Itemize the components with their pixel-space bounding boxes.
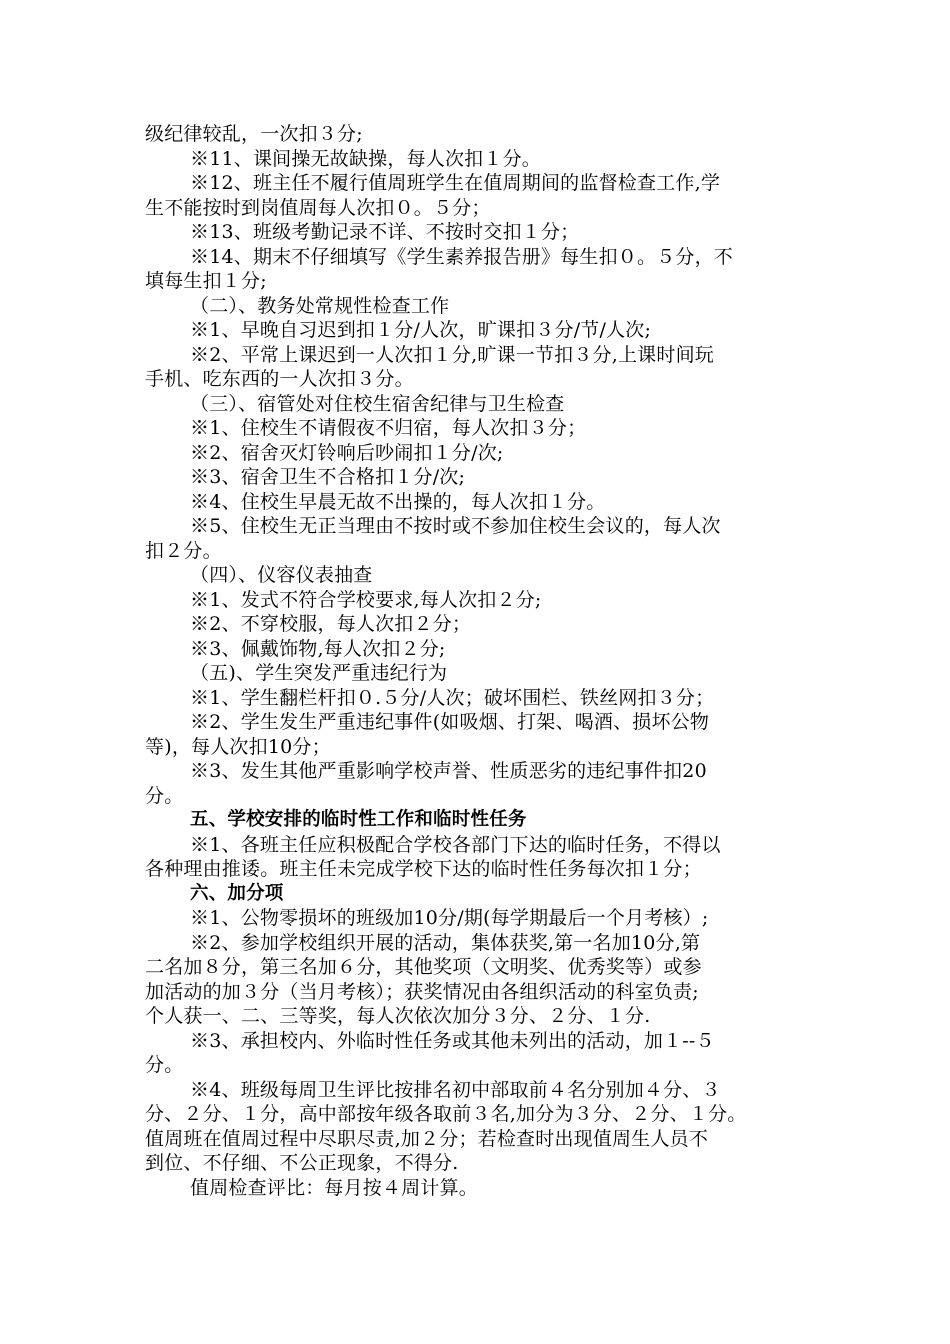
text-line: ※3、宿舍卫生不合格扣１分/次;: [190, 466, 466, 488]
text-line: ※1、发式不符合学校要求,每人次扣２分;: [190, 588, 542, 611]
text-line: 值周检查评比：每月按４周计算。: [190, 1176, 479, 1199]
text-line: ※2、不穿校服，每人次扣２分；: [190, 613, 472, 635]
text-line: ※2、平常上课迟到一人次扣１分,旷课一节扣３分,上课时间玩: [190, 343, 714, 366]
text-line: 加活动的加３分（当月考核）；获奖情况由各组织活动的科室负责;: [145, 980, 699, 1003]
text-line: 个人获一、二、三等奖，每人次依次加分３分、２分、１分.: [145, 1005, 651, 1027]
text-line: ※12、班主任不履行值周班学生在值周期间的监督检查工作,学: [190, 172, 721, 194]
text-line: 值周班在值周过程中尽职尽责,加２分；若检查时出现值周生人员不: [145, 1127, 709, 1150]
text-line: 填每生扣１分;: [145, 270, 267, 292]
text-line: ※1、早晚自习迟到扣１分/人次，旷课扣３分/节/人次;: [190, 319, 652, 341]
text-line: ※3、承担校内、外临时性任务或其他未列出的活动，加１--５: [190, 1029, 715, 1052]
text-line: 各种理由推诿。班主任未完成学校下达的临时性任务每次扣１分；: [145, 858, 702, 880]
text-line: ※4、班级每周卫生评比按排名初中部取前４名分别加４分、３: [190, 1078, 721, 1101]
text-line: ※2、参加学校组织开展的活动，集体获奖,第一名加10分,第: [190, 931, 701, 954]
text-line: ※1、住校生不请假夜不归宿，每人次扣３分；: [190, 417, 587, 439]
text-line: （二）、教务处常规性检查工作: [190, 294, 450, 317]
section-heading: 五、学校安排的临时性工作和临时性任务: [190, 809, 527, 830]
text-line: ※1、学生翻栏杆扣０.５分/人次；破坏围栏、铁丝网扣３分；: [190, 686, 715, 709]
text-line: ※1、各班主任应积极配合学校各部门下达的临时任务，不得以: [190, 833, 721, 856]
text-line: ※4、住校生早晨无故不出操的，每人次扣１分。: [190, 490, 606, 513]
text-line: 到位、不仔细、不公正现象，不得分.: [145, 1152, 459, 1174]
text-line: 等)，每人次扣10分；: [145, 735, 331, 758]
text-line: 级纪律较乱，一次扣３分;: [145, 123, 363, 145]
text-line: ※14、期末不仔细填写《学生素养报告册》每生扣０。５分，不: [190, 245, 733, 268]
text-line: （三）、宿管处对住校生宿舍纪律与卫生检查: [190, 392, 565, 415]
section-heading: 六、加分项: [190, 882, 284, 904]
text-line: ※11、课间操无故缺操，每人次扣１分。: [190, 147, 541, 170]
text-line: 分。: [145, 1054, 184, 1076]
text-line: 生不能按时到岗值周每人次扣０。５分；: [145, 196, 491, 219]
text-line: 分。: [145, 784, 184, 807]
document-body: [145, 122, 811, 1200]
text-line: 分、２分、１分，高中部按年级各取前３名,加分为３分、２分、１分。: [145, 1103, 747, 1125]
text-line: ※2、学生发生严重违纪事件(如吸烟、打架、喝酒、损坏公物: [190, 711, 710, 733]
text-line: ※2、宿舍灭灯铃响后吵闹扣１分/次;: [190, 441, 504, 464]
text-line: 二名加８分，第三名加６分，其他奖项（文明奖、优秀奖等）或参: [145, 956, 702, 978]
text-line: 扣２分。: [145, 539, 222, 562]
text-line: ※1、公物零损坏的班级加10分/期(每学期最后一个月考核）;: [190, 907, 709, 929]
text-line: （四）、仪容仪表抽查: [190, 564, 373, 586]
text-line: （五)、学生突发严重违纪行为: [190, 662, 448, 684]
text-line: 手机、吃东西的一人次扣３分。: [145, 368, 414, 390]
text-line: ※5、住校生无正当理由不按时或不参加住校生会议的，每人次: [190, 515, 721, 537]
text-line: ※3、佩戴饰物,每人次扣２分;: [190, 637, 446, 660]
text-line: ※13、班级考勤记录不详、不按时交扣１分；: [190, 221, 580, 243]
text-line: ※3、发生其他严重影响学校声誉、性质恶劣的违纪事件扣20: [190, 760, 707, 782]
